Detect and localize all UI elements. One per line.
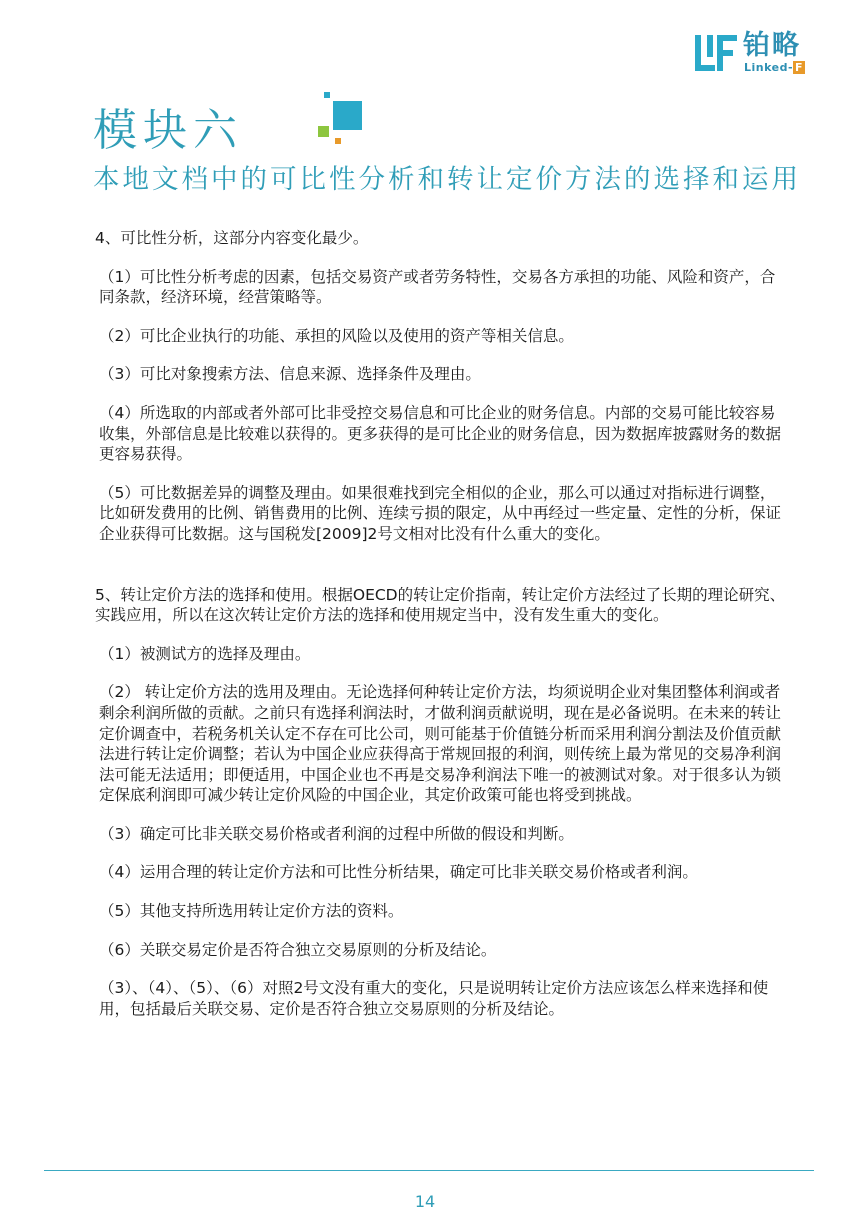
logo-chinese-text: 铂略 <box>743 30 801 61</box>
paragraph: （3）确定可比非关联交易价格或者利润的过程中所做的假设和判断。 <box>99 824 574 843</box>
module-subtitle: 本地文档中的可比性分析和转让定价方法的选择和运用 <box>93 164 801 195</box>
paragraph: 5、转让定价方法的选择和使用。根据OECD的转让定价指南，转让定价方法经过了长期的理论研究、实践应用，所以在这次转让定价方法的选择和使用规定当中，没有发生重大的变化。 <box>95 585 786 625</box>
module-title: 模块六 <box>93 105 243 156</box>
footer-divider <box>44 1170 814 1171</box>
paragraph: （1）可比性分析考虑的因素，包括交易资产或者劳务特性，交易各方承担的功能、风险和资产，合同条款，经济环境，经营策略等。 <box>99 267 776 307</box>
page-number: 14 <box>414 1192 436 1211</box>
paragraph: 4、可比性分析，这部分内容变化最少。 <box>95 229 369 247</box>
brand-logo <box>693 30 823 76</box>
logo-english-text: Linked- F <box>744 61 804 74</box>
paragraph: （2）可比企业执行的功能、承担的风险以及使用的资产等相关信息。 <box>99 326 574 345</box>
decor-square-green <box>318 126 329 137</box>
paragraph: （4）运用合理的转让定价方法和可比性分析结果，确定可比非关联交易价格或者利润。 <box>99 863 698 882</box>
paragraph: （3）可比对象搜索方法、信息来源、选择条件及理由。 <box>99 365 481 384</box>
decor-square-large-cyan <box>333 101 362 130</box>
paragraph: （3）、（4）、（5）、（6）对照2号文没有重大的变化，只是说明转让定价方法应该怎么样来选择和使用，包括最后关联交易、定价是否符合独立交易原则的分析及结论。 <box>99 979 769 1018</box>
logo-mark-icon <box>693 32 739 74</box>
paragraph: （4）所选取的内部或者外部可比非受控交易信息和可比企业的财务信息。内部的交易可能比较容易收集，外部信息是比较难以获得的。更多获得的是可比企业的财务信息，因为数据库披露财务的数据更容易获得。 <box>99 403 782 464</box>
paragraph: （1）被测试方的选择及理由。 <box>99 644 311 663</box>
paragraph: （2） 转让定价方法的选用及理由。无论选择何种转让定价方法，均须说明企业对集团整体利润或者剩余利润所做的贡献。之前只有选择利润法时，才做利润贡献说明，现在是必备说明。在未来的转让定价调查中，若税务机关认定不存在可比公司，则可能基于价值链分析而采用利润分割法及价值贡献法进行转让定价调整；若认为中国企业应获得高于常规回报的利润，则传统上最为常见的交易净利润法可能无法适用；即便适用，中国企业也不再是交易净利润法下唯一的被测试对象。对于很多认为锁定保底利润即可减少转让定价风险的中国企业，其定价政策可能也将受到挑战。 <box>99 683 782 805</box>
paragraph: （5）可比数据差异的调整及理由。如果很难找到完全相似的企业，那么可以通过对指标进行调整，比如研发费用的比例、销售费用的比例、连续亏损的限定，从中再经过一些定量、定性的分析，保证企业获得可比数据。这与国税发[2009]2号文相对比没有什么重大的变化。 <box>99 483 782 543</box>
decor-square-small-cyan <box>324 92 330 98</box>
paragraph: （6）关联交易定价是否符合独立交易原则的分析及结论。 <box>99 940 497 959</box>
document-body <box>95 228 787 1019</box>
paragraph: （5）其他支持所选用转让定价方法的资料。 <box>99 902 404 921</box>
decor-square-orange <box>335 138 341 144</box>
